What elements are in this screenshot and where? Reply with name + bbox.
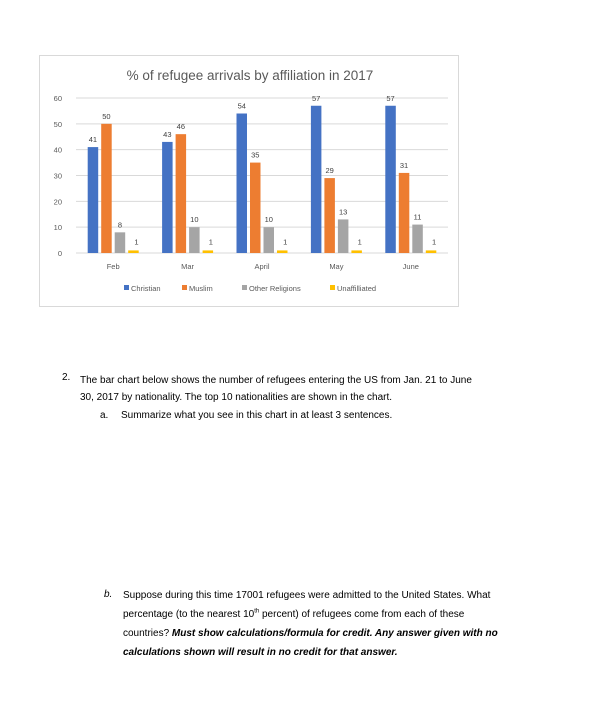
bar-other-religions <box>338 219 349 253</box>
data-label: 1 <box>431 237 437 247</box>
bar-christian <box>311 106 322 253</box>
legend-item: Other Religions <box>249 284 301 293</box>
data-label: 1 <box>134 237 139 247</box>
data-label: 41 <box>88 135 98 145</box>
part-b-line1: Suppose during this time 17001 refugees were admitted to the United States. What <box>123 590 491 601</box>
data-label: 46 <box>176 122 186 132</box>
legend-item: Unaffilliated <box>337 284 377 293</box>
data-label: 10 <box>264 215 273 225</box>
data-label: 1 <box>357 237 362 247</box>
y-tick-label: 50 <box>53 119 62 129</box>
bar-muslim <box>101 124 112 253</box>
data-label: 29 <box>325 166 334 176</box>
data-label: 1 <box>208 237 213 247</box>
data-label: 13 <box>338 207 348 217</box>
data-label: 43 <box>163 129 172 139</box>
data-label: 35 <box>251 150 260 160</box>
bar-unaffilliated <box>128 250 139 253</box>
chart-container <box>39 55 459 307</box>
data-label: 57 <box>311 93 321 103</box>
x-tick-label: June <box>402 262 419 271</box>
data-label: 31 <box>399 160 409 170</box>
bar-christian <box>88 147 99 253</box>
legend-item: Christian <box>131 284 161 293</box>
part-b-line3 <box>123 624 583 643</box>
bar-unaffilliated <box>203 250 214 253</box>
x-tick-label: Mar <box>181 262 195 271</box>
bar-other-religions <box>412 225 423 253</box>
part-a-text: Summarize what you see in this chart in at least 3 sentences. <box>121 410 393 421</box>
y-tick-label: 60 <box>53 94 62 103</box>
bar-unaffilliated <box>351 250 362 253</box>
part-b-line2 <box>123 605 583 624</box>
bar-christian <box>385 106 396 253</box>
bar-muslim <box>324 178 335 253</box>
chart-title: % of refugee arrivals by affiliation in 2017 <box>126 68 374 83</box>
part-b-line2-pre: percentage (to the nearest 10 <box>123 609 255 620</box>
legend-swatch <box>242 285 247 290</box>
data-label: 11 <box>413 212 422 222</box>
x-tick-label: May <box>329 262 344 271</box>
bar-christian <box>237 114 248 254</box>
bar-other-religions <box>189 227 200 253</box>
bar-muslim <box>176 134 187 253</box>
bar-christian <box>162 142 173 253</box>
y-tick-label: 0 <box>57 249 62 258</box>
legend-swatch <box>182 285 187 290</box>
legend-swatch <box>124 285 129 290</box>
part-b-line4-emphasis: calculations shown will result in no credit for that answer. <box>123 647 398 658</box>
y-tick-label: 30 <box>53 171 62 181</box>
part-b-line3-emphasis: Must show calculations/formula for credit. Any answer given with no <box>171 628 498 639</box>
part-b-line2-post: percent) of refugees come from each of these <box>259 609 465 620</box>
part-b-label: b. <box>104 589 113 600</box>
data-label: 54 <box>237 101 246 111</box>
y-tick-label: 10 <box>53 223 62 233</box>
legend-swatch <box>330 285 335 290</box>
bar-muslim <box>250 163 261 253</box>
question-text-line2: 30, 2017 by nationality. The top 10 nationalities are shown in the chart. <box>80 392 393 403</box>
data-label: 8 <box>117 220 123 230</box>
legend-item: Muslim <box>189 284 213 293</box>
part-b-line3-plain: countries? <box>123 628 172 639</box>
data-label: 1 <box>283 237 288 247</box>
y-tick-label: 40 <box>53 145 62 155</box>
question-text <box>80 372 550 406</box>
x-tick-label: Feb <box>106 262 120 271</box>
part-a-label: a. <box>100 410 109 421</box>
question-text-line1: The bar chart below shows the number of refugees entering the US from Jan. 21 to June <box>80 375 472 386</box>
bar-muslim <box>399 173 410 253</box>
part-b-line4 <box>123 643 583 662</box>
bar-other-religions <box>115 232 126 253</box>
bar-unaffilliated <box>277 250 288 253</box>
data-label: 50 <box>102 111 111 121</box>
question-number: 2. <box>62 372 71 383</box>
data-label: 10 <box>190 215 199 225</box>
part-b-superscript: th <box>254 608 260 615</box>
bar-other-religions <box>264 227 275 253</box>
x-tick-label: April <box>254 262 270 271</box>
bar-unaffilliated <box>426 250 437 253</box>
y-tick-label: 20 <box>53 197 62 207</box>
part-b-text <box>123 586 583 662</box>
data-label: 57 <box>386 93 395 103</box>
bar-chart <box>40 56 460 308</box>
